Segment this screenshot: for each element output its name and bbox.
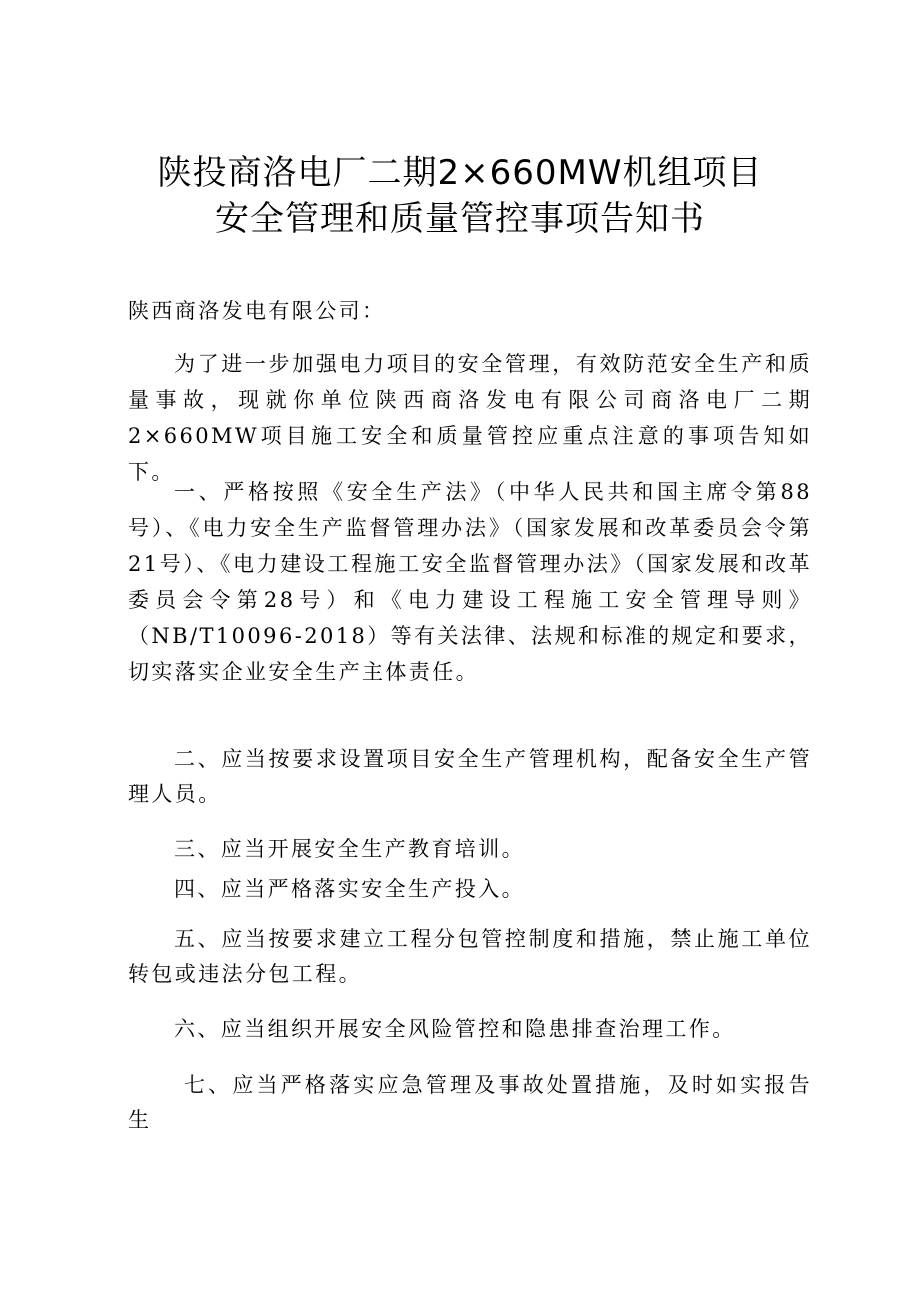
document-title-line-2: 安全管理和质量管控事项告知书	[215, 199, 705, 239]
salutation: 陕西商洛发电有限公司：	[128, 299, 386, 323]
item-paragraph-3: 三、应当开展安全生产教育培训。	[174, 837, 525, 861]
intro-paragraph: 为了进一步加强电力项目的安全管理，有效防范安全生产和质量事故，现就你单位陕西商洛发电有限公司商洛电厂二期2×660MW项目施工安全和质量管控应重点注意的事项告知如下。	[128, 352, 812, 484]
item-paragraph-2: 二、应当按要求设置项目安全生产管理机构，配备安全生产管理人员。	[128, 747, 812, 806]
item-paragraph-4: 四、应当严格落实安全生产投入。	[174, 877, 525, 901]
document-title-line-1: 陕投商洛电厂二期2×660MW机组项目	[157, 153, 763, 193]
item-paragraph-1: 一、严格按照《安全生产法》（中华人民共和国主席令第88号）、《电力安全生产监督管理办法》（国家发展和改革委员会令第21号）、《电力建设工程施工安全监督管理办法》（国家发展和改革委员会令第28号）和《电力建设工程施工安全管理导则》（NB/T10096-2018）等有关法律、法规和标准的规定和要求，切实落实企业安全生产主体责任。	[128, 480, 812, 684]
item-paragraph-7: 七、应当严格落实应急管理及事故处置措施，及时如实报告生	[128, 1073, 812, 1132]
item-paragraph-5: 五、应当按要求建立工程分包管控制度和措施，禁止施工单位转包或违法分包工程。	[128, 927, 812, 986]
item-paragraph-6: 六、应当组织开展安全风险管控和隐患排查治理工作。	[174, 1017, 736, 1041]
